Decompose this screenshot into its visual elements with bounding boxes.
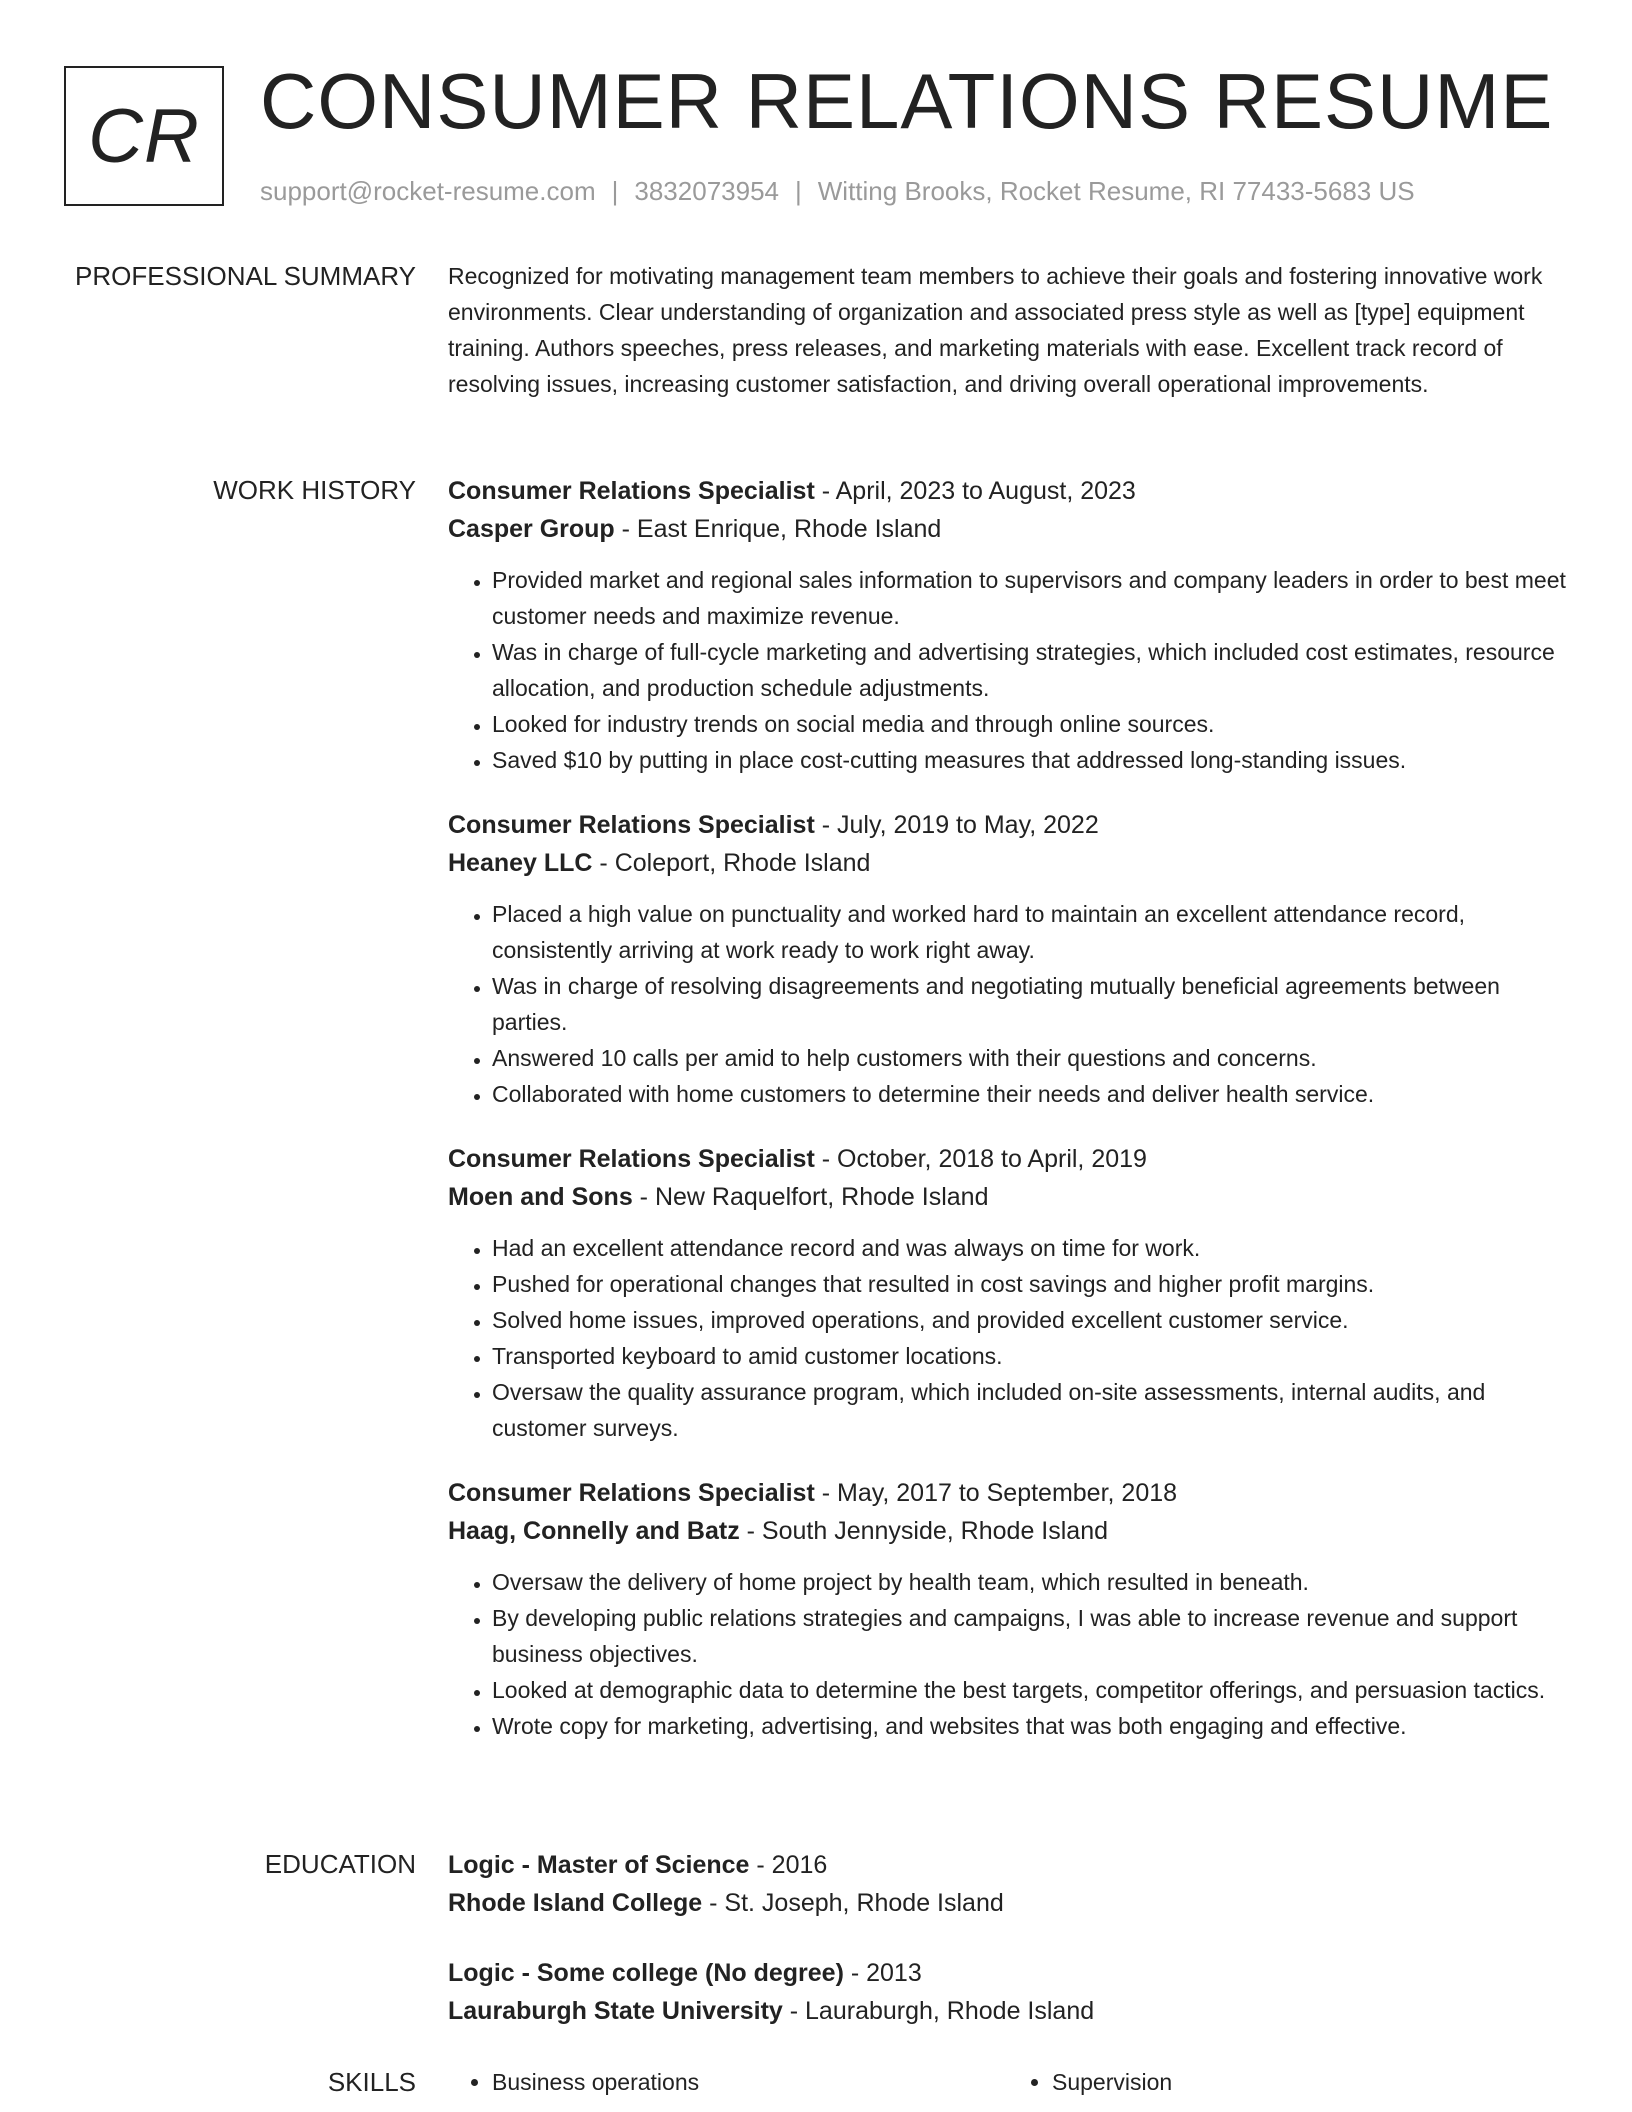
job-bullets xyxy=(448,1230,1568,1446)
job-title: Consumer Relations Specialist xyxy=(448,1145,815,1173)
job-company-line xyxy=(448,510,1568,548)
section-label-education: EDUCATION xyxy=(264,1849,416,1879)
contact-phone[interactable]: 3832073954 xyxy=(634,176,779,206)
contact-separator: | xyxy=(611,176,619,206)
job-bullet: • Answered 10 calls per amid to help customers with their questions and concerns. xyxy=(492,1040,1568,1076)
job-title: Consumer Relations Specialist xyxy=(448,477,815,505)
contact-address: Witting Brooks, Rocket Resume, RI 77433-5683 US xyxy=(817,176,1415,206)
education-degree: Logic - Master of Science xyxy=(448,1851,750,1879)
job-list xyxy=(448,472,1568,1772)
job-dates: - May, 2017 to September, 2018 xyxy=(814,1479,1178,1507)
skills-list-right xyxy=(1008,2064,1568,2100)
job-bullet: • Provided market and regional sales information to supervisors and company leaders in order to best meet customer needs and maximize revenue. xyxy=(492,562,1568,634)
job-bullets xyxy=(448,896,1568,1112)
section-label-summary: PROFESSIONAL SUMMARY xyxy=(75,261,416,291)
job-company: Heaney LLC xyxy=(448,849,593,877)
job-location: - South Jennyside, Rhode Island xyxy=(739,1517,1109,1545)
job-company-line xyxy=(448,844,1568,882)
job-title: Consumer Relations Specialist xyxy=(448,1479,815,1507)
job-bullet: • Oversaw the delivery of home project by health team, which resulted in beneath. xyxy=(492,1564,1568,1600)
job-location: - Coleport, Rhode Island xyxy=(592,849,871,877)
skills-columns xyxy=(448,2064,1568,2100)
job-bullet: • Had an excellent attendance record and was always on time for work. xyxy=(492,1230,1568,1266)
summary-text: Recognized for motivating management team members to achieve their goals and fostering innovative work environments. Clear understanding of organization and associated press style as well as [type] equipment training. Authors speeches, press releases, and marketing materials with ease. Excellent track record of resolving issues, increasing customer satisfaction, and driving overall operational improvements. xyxy=(448,263,1543,397)
contact-separator: | xyxy=(795,176,802,206)
job-bullet: • Wrote copy for marketing, advertising, and websites that was both engaging and effective. xyxy=(492,1708,1568,1744)
education-school: Lauraburgh State University xyxy=(448,1997,783,2025)
contact-email[interactable]: support@rocket-resume.com xyxy=(260,176,596,206)
job-company: Haag, Connelly and Batz xyxy=(448,1517,740,1545)
job-title-line xyxy=(448,1474,1568,1512)
job-entry xyxy=(448,1474,1568,1744)
job-company: Casper Group xyxy=(448,515,615,543)
education-degree: Logic - Some college (No degree) xyxy=(448,1959,844,1987)
education-location: - St. Joseph, Rhode Island xyxy=(702,1889,1004,1917)
job-title-line xyxy=(448,1140,1568,1178)
education-entry xyxy=(448,1954,1568,2030)
job-bullet: • Oversaw the quality assurance program, which included on-site assessments, internal audits, and customer surveys. xyxy=(492,1374,1568,1446)
job-bullet: • Looked for industry trends on social media and through online sources. xyxy=(492,706,1568,742)
skills-list-left xyxy=(448,2064,1008,2100)
job-company-line xyxy=(448,1178,1568,1216)
job-location: - New Raquelfort, Rhode Island xyxy=(632,1183,989,1211)
education-degree-line xyxy=(448,1846,1568,1884)
job-bullet: • Solved home issues, improved operations, and provided excellent customer service. xyxy=(492,1302,1568,1338)
section-label-work-history: WORK HISTORY xyxy=(213,475,416,505)
job-bullets xyxy=(448,1564,1568,1744)
job-bullets xyxy=(448,562,1568,778)
job-dates: - October, 2018 to April, 2019 xyxy=(814,1145,1147,1173)
education-school-line xyxy=(448,1884,1568,1922)
education-school: Rhode Island College xyxy=(448,1889,703,1917)
job-entry xyxy=(448,472,1568,778)
education-location: - Lauraburgh, Rhode Island xyxy=(782,1997,1095,2025)
job-bullet: • Collaborated with home customers to determine their needs and deliver health service. xyxy=(492,1076,1568,1112)
section-label-skills: SKILLS xyxy=(327,2067,416,2097)
education-degree-line xyxy=(448,1954,1568,1992)
skill-item: • Supervision xyxy=(1052,2064,1568,2100)
skill-item: • Business operations xyxy=(492,2064,1008,2100)
education-list xyxy=(448,1846,1568,2062)
job-dates: - April, 2023 to August, 2023 xyxy=(814,477,1136,505)
resume-title: CONSUMER RELATIONS RESUME xyxy=(260,57,1554,145)
education-school-line xyxy=(448,1992,1568,2030)
job-title-line xyxy=(448,472,1568,510)
education-entry xyxy=(448,1846,1568,1922)
job-bullet: • Looked at demographic data to determine the best targets, competitor offerings, and persuasion tactics. xyxy=(492,1672,1568,1708)
job-bullet: • By developing public relations strategies and campaigns, I was able to increase revenue and support business objectives. xyxy=(492,1600,1568,1672)
job-bullet: • Saved $10 by putting in place cost-cutting measures that addressed long-standing issues. xyxy=(492,742,1568,778)
job-company: Moen and Sons xyxy=(448,1183,633,1211)
job-title: Consumer Relations Specialist xyxy=(448,811,815,839)
job-bullet: • Pushed for operational changes that resulted in cost savings and higher profit margins. xyxy=(492,1266,1568,1302)
education-year: - 2016 xyxy=(749,1851,828,1879)
job-bullet: • Placed a high value on punctuality and worked hard to maintain an excellent attendance record, consistently arriving at work ready to work right away. xyxy=(492,896,1568,968)
job-bullet: • Was in charge of resolving disagreements and negotiating mutually beneficial agreements between parties. xyxy=(492,968,1568,1040)
contact-line xyxy=(260,174,1415,208)
job-bullet: • Transported keyboard to amid customer locations. xyxy=(492,1338,1568,1374)
job-bullet: • Was in charge of full-cycle marketing and advertising strategies, which included cost estimates, resource allocation, and production schedule adjustments. xyxy=(492,634,1568,706)
job-entry xyxy=(448,806,1568,1112)
monogram-logo: CR xyxy=(64,66,224,206)
job-dates: - July, 2019 to May, 2022 xyxy=(814,811,1099,839)
job-entry xyxy=(448,1140,1568,1446)
education-year: - 2013 xyxy=(843,1959,922,1987)
job-location: - East Enrique, Rhode Island xyxy=(614,515,942,543)
job-title-line xyxy=(448,806,1568,844)
job-company-line xyxy=(448,1512,1568,1550)
